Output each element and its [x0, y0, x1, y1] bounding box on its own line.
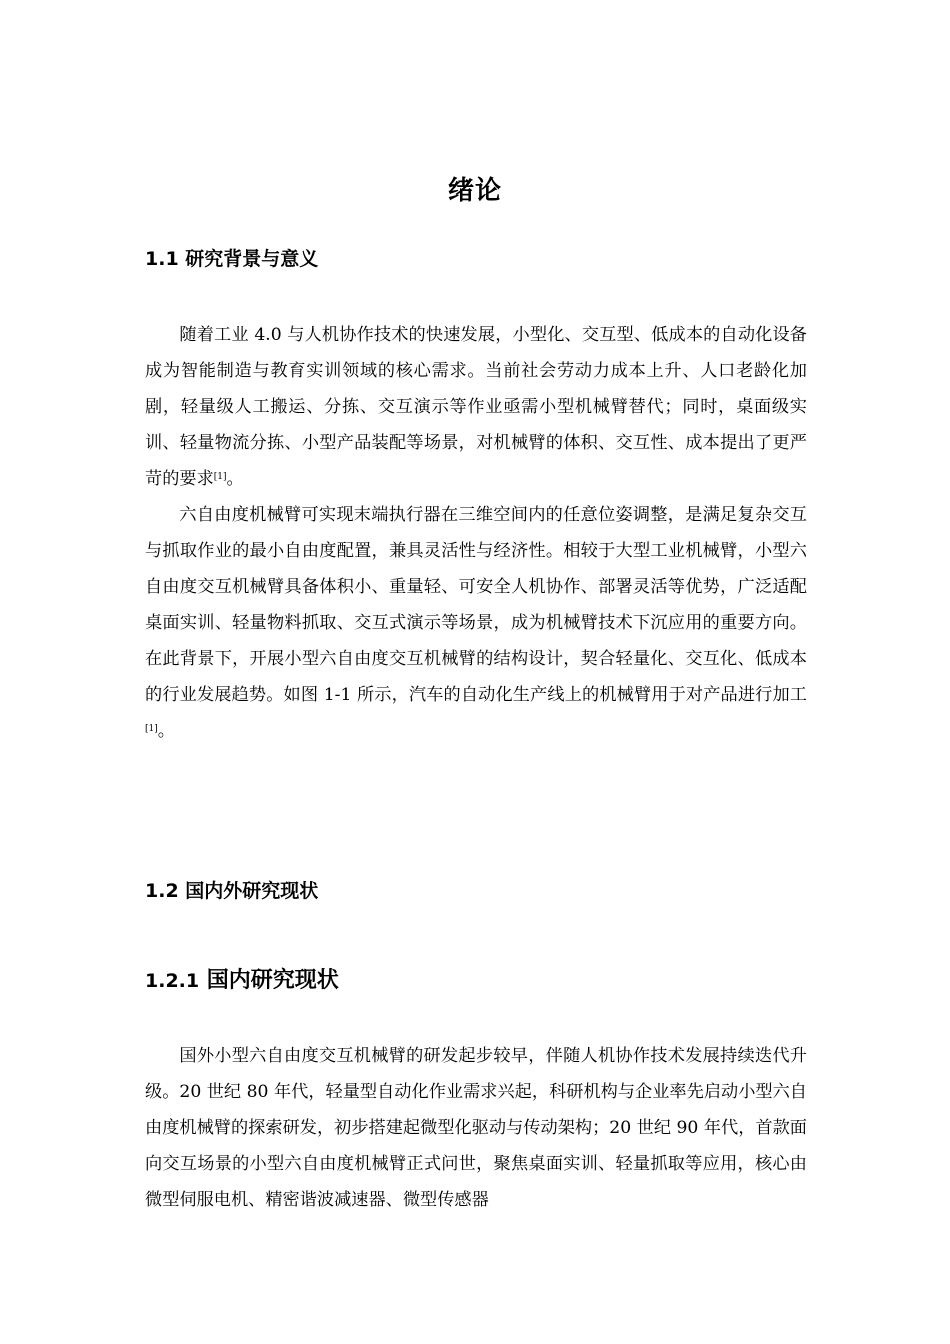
citation-reference[interactable]: [1]	[213, 472, 227, 482]
paragraph-background-1	[145, 317, 807, 497]
paragraph-text: 六自由度机械臂可实现末端执行器在三维空间内的任意位姿调整，是满足复杂交互与抓取作业的最小自由度配置，兼具灵活性与经济性。相较于大型工业机械臂，小型六自由度交互机械臂具备体积小、重量轻、可安全人机协作、部署灵活等优势，广泛适配桌面实训、轻量物料抓取、交互式演示等场景，成为机械臂技术下沉应用的重要方向。在此背景下，开展小型六自由度交互机械臂的结构设计，契合轻量化、交互化、低成本的行业发展趋势。如图 1-1 所示，汽车的自动化生产线上的机械臂用于对产品进行加工	[145, 505, 807, 705]
paragraph-domestic-research: 国外小型六自由度交互机械臂的研发起步较早，伴随人机协作技术发展持续迭代升级。20 世纪 80 年代，轻量型自动化作业需求兴起，科研机构与企业率先启动小型六自由度机械臂的探索研发，初步搭建起微型化驱动与传动架构；20 世纪 90 年代，首款面向交互场景的小型六自由度机械臂正式问世，聚焦桌面实训、轻量抓取等应用，核心由微型伺服电机、精密谐波减速器、微型传感器	[145, 1046, 807, 1210]
paragraph-ending: 。	[226, 469, 244, 489]
section-heading-1-1: 1.1 研究背景与意义	[145, 248, 319, 270]
paragraph-text: 随着工业 4.0 与人机协作技术的快速发展，小型化、交互型、低成本的自动化设备成为智能制造与教育实训领域的核心需求。当前社会劳动力成本上升、人口老龄化加剧，轻量级人工搬运、分拣、交互演示等作业亟需小型机械臂替代；同时，桌面级实训、轻量物流分拣、小型产品装配等场景，对机械臂的体积、交互性、成本提出了更严苛的要求	[145, 325, 807, 489]
section-heading-1-2: 1.2 国内外研究现状	[145, 880, 319, 902]
citation-reference[interactable]: [1]	[145, 724, 158, 734]
document-title: 绪论	[447, 176, 502, 206]
paragraph-ending: 。	[157, 721, 175, 741]
section-heading-1-2-1	[145, 963, 339, 994]
section-number: 1.2.1	[145, 970, 200, 992]
paragraph-background-2	[145, 497, 807, 749]
section-title: 国内研究现状	[206, 968, 339, 993]
